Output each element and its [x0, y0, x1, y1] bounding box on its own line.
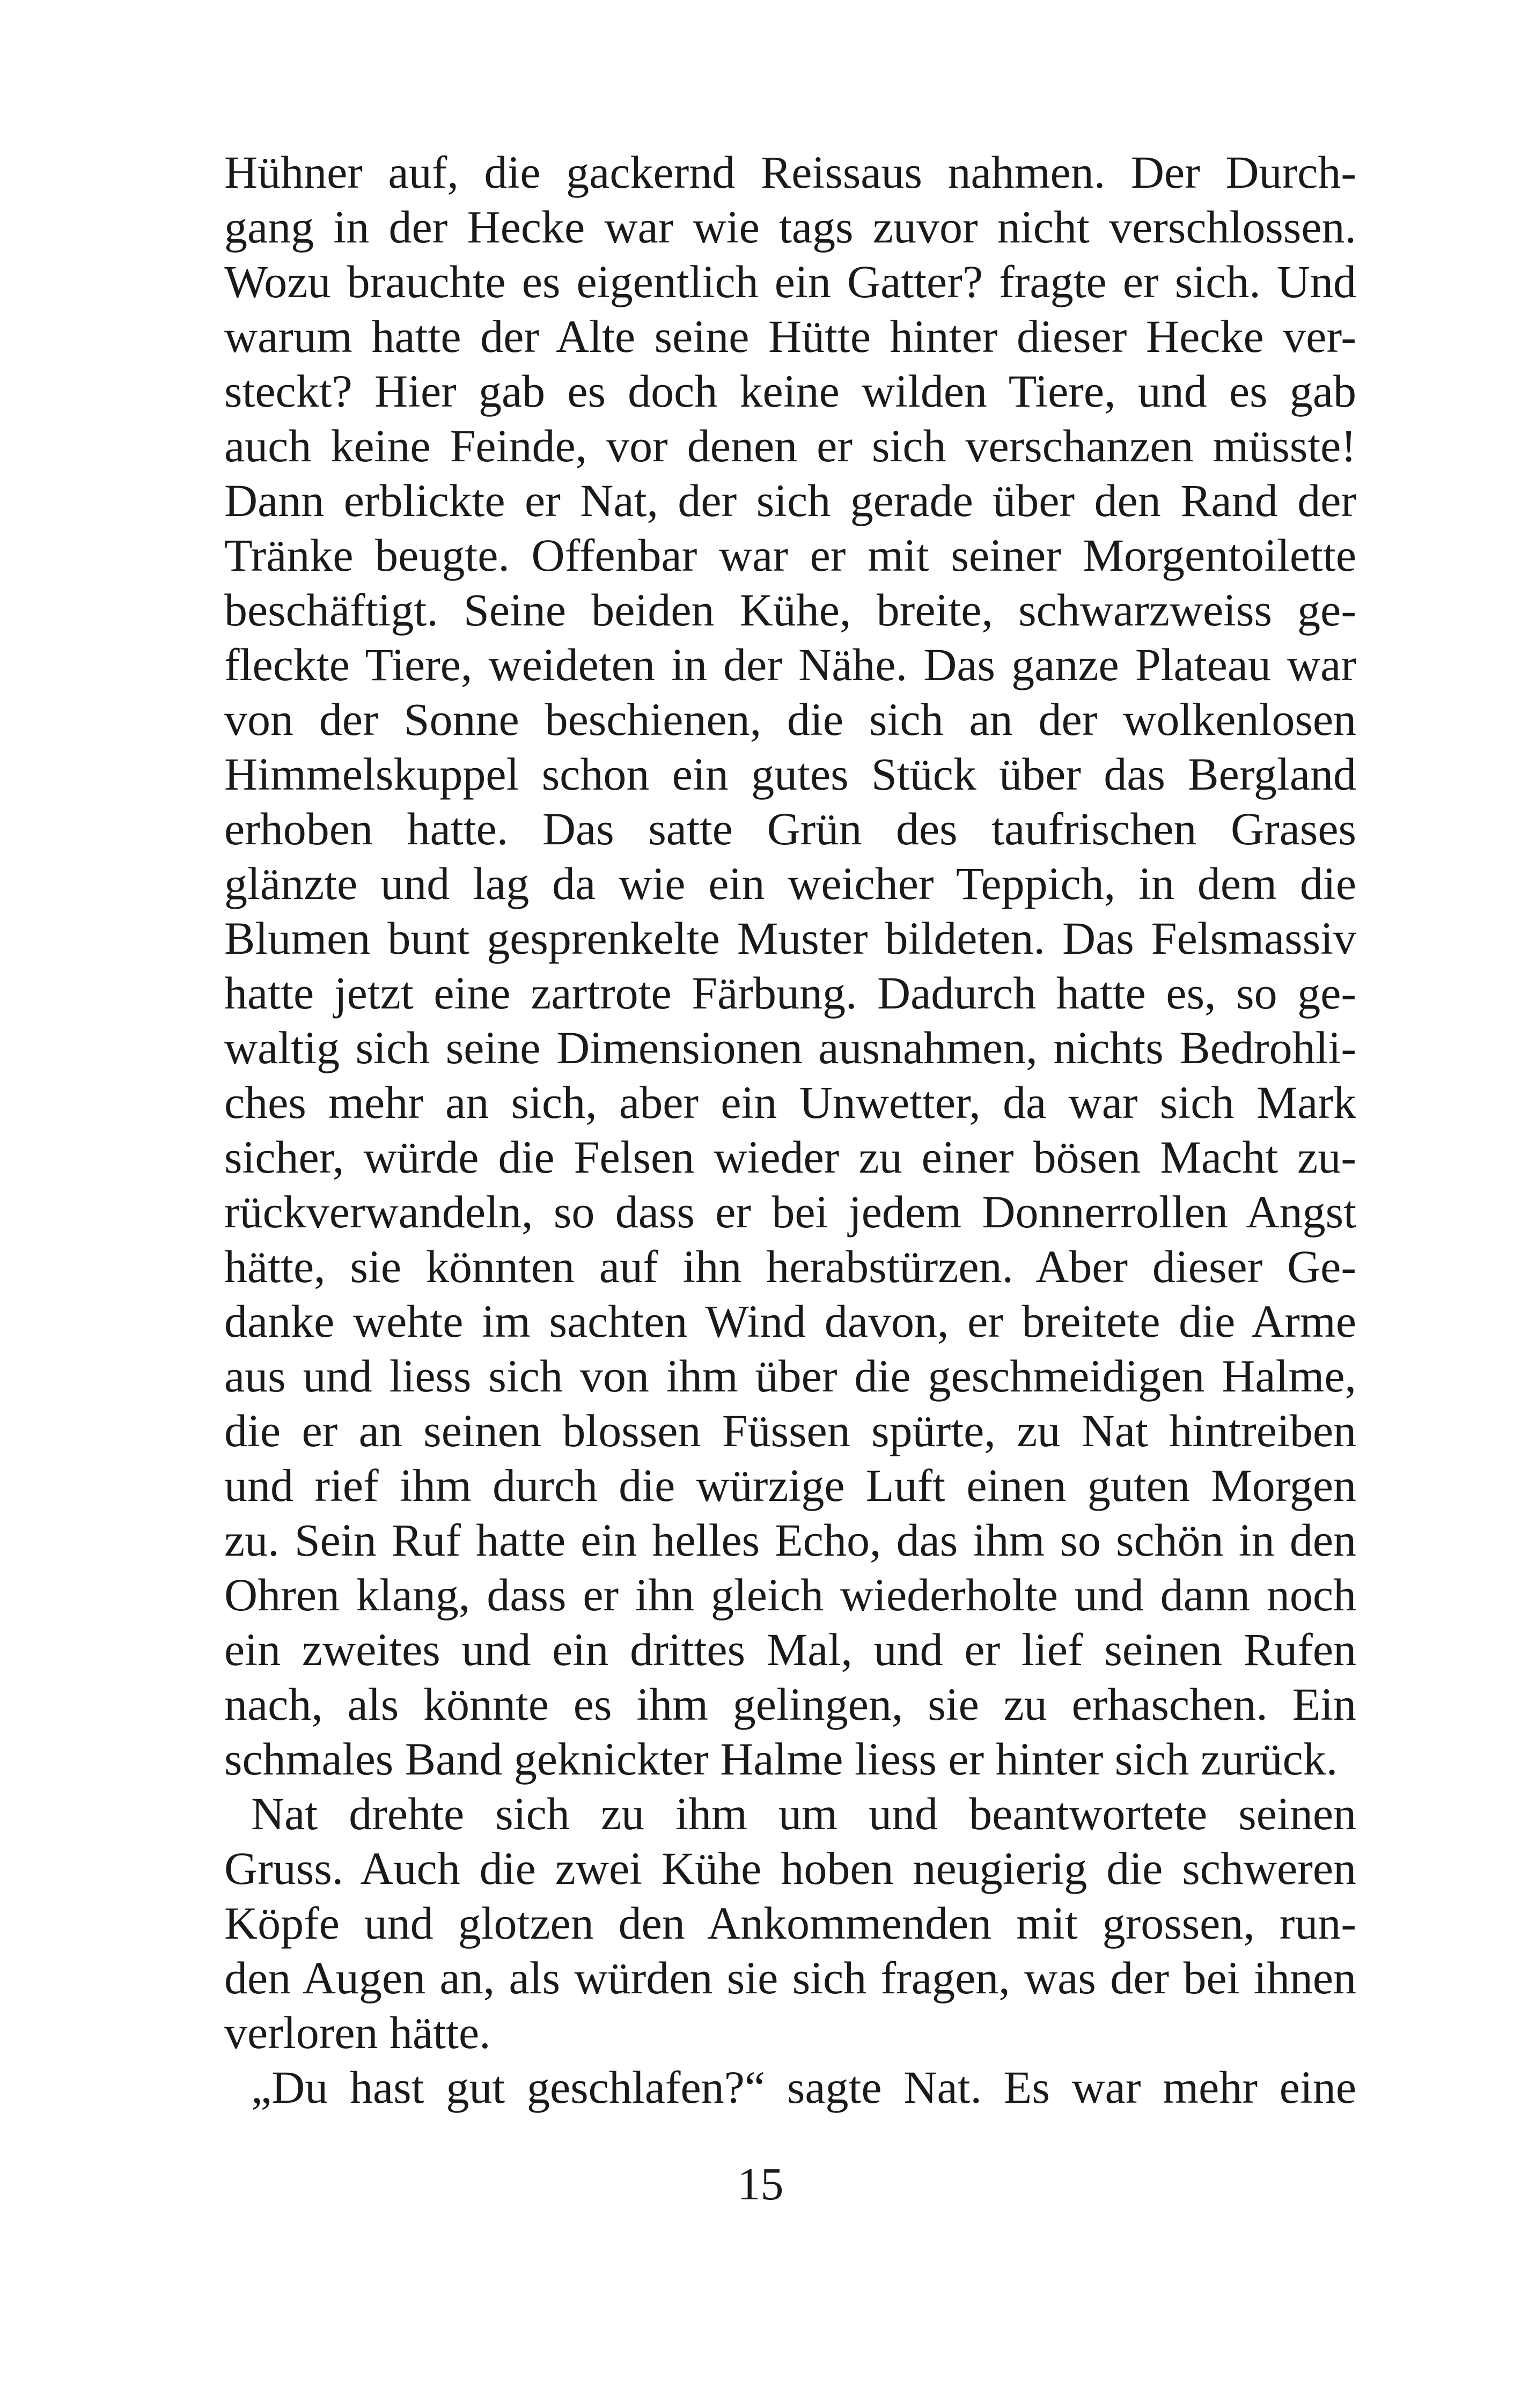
text-line: Wozu brauchte es eigentlich ein Gatter? fragte er sich. Und [224, 256, 1356, 307]
text-line: schmales Band geknickter Halme liess er hinter sich zurück. [224, 1733, 1338, 1785]
text-line: von der Sonne beschienen, die sich an der wolkenlosen [224, 694, 1356, 745]
text-line: steckt? Hier gab es doch keine wilden Tiere, und es gab [224, 365, 1356, 417]
text-line: warum hatte der Alte seine Hütte hinter dieser Hecke ver- [224, 311, 1356, 362]
text-line: aus und liess sich von ihm über die geschmeidigen Halme, [224, 1350, 1356, 1402]
text-line: waltig sich seine Dimensionen ausnahmen, nichts Bedrohli- [224, 1022, 1356, 1073]
text-line: glänzte und lag da wie ein weicher Teppich, in dem die [224, 858, 1356, 909]
text-line: sicher, würde die Felsen wieder zu einer bösen Macht zu- [224, 1131, 1356, 1183]
text-line: fleckte Tiere, weideten in der Nähe. Das ganze Plateau war [224, 639, 1356, 690]
text-line: gang in der Hecke war wie tags zuvor nicht verschlossen. [224, 201, 1356, 253]
text-line: danke wehte im sachten Wind davon, er breitete die Arme [224, 1295, 1356, 1347]
paragraph [224, 145, 1356, 1786]
text-line: verloren hätte. [224, 2007, 491, 2058]
text-line: hätte, sie könnten auf ihn herabstürzen. Aber dieser Ge- [224, 1241, 1356, 1292]
text-line: Köpfe und glotzen den Ankommenden mit grossen, run- [224, 1897, 1356, 1949]
text-line: die er an seinen blossen Füssen spürte, zu Nat hintreiben [224, 1405, 1356, 1456]
text-line: rückverwandeln, so dass er bei jedem Donnerrollen Angst [224, 1186, 1356, 1238]
text-line: den Augen an, als würden sie sich fragen, was der bei ihnen [224, 1952, 1356, 2004]
text-line: Ohren klang, dass er ihn gleich wiederholte und dann noch [224, 1569, 1356, 1621]
text-line: Hühner auf, die gackernd Reissaus nahmen. Der Durch- [224, 146, 1356, 198]
text-line: auch keine Feinde, vor denen er sich verschanzen müsste! [224, 420, 1356, 472]
text-line: beschäftigt. Seine beiden Kühe, breite, schwarzweiss ge- [224, 584, 1356, 636]
text-line: Dann erblickte er Nat, der sich gerade über den Rand der [224, 475, 1356, 526]
text-line: nach, als könnte es ihm gelingen, sie zu erhaschen. Ein [224, 1678, 1356, 1730]
text-line: erhoben hatte. Das satte Grün des taufrischen Grases [224, 803, 1356, 855]
page-number: 15 [737, 2158, 784, 2210]
text-line: Tränke beugte. Offenbar war er mit seiner Morgentoilette [224, 529, 1356, 581]
text-line: und rief ihm durch die würzige Luft einen guten Morgen [224, 1460, 1356, 1511]
text-line: hatte jetzt eine zartrote Färbung. Dadurch hatte es, so ge- [224, 967, 1356, 1019]
text-line: Blumen bunt gesprenkelte Muster bildeten. Das Felsmassiv [224, 912, 1356, 964]
paragraph [224, 1786, 1356, 2060]
text-line: Himmelskuppel schon ein gutes Stück über das Bergland [224, 748, 1356, 800]
text-line: zu. Sein Ruf hatte ein helles Echo, das ihm so schön in den [224, 1514, 1356, 1566]
text-line: Nat drehte sich zu ihm um und beantwortete seinen [251, 1788, 1356, 1839]
text-line: ein zweites und ein drittes Mal, und er lief seinen Rufen [224, 1624, 1356, 1675]
text-line: „Du hast gut geschlafen?“ sagte Nat. Es war mehr eine [251, 2061, 1356, 2113]
body-text [224, 145, 1356, 2115]
text-line: Gruss. Auch die zwei Kühe hoben neugierig die schweren [224, 1843, 1356, 1894]
text-line: ches mehr an sich, aber ein Unwetter, da war sich Mark [224, 1077, 1356, 1128]
paragraph [224, 2060, 1356, 2115]
